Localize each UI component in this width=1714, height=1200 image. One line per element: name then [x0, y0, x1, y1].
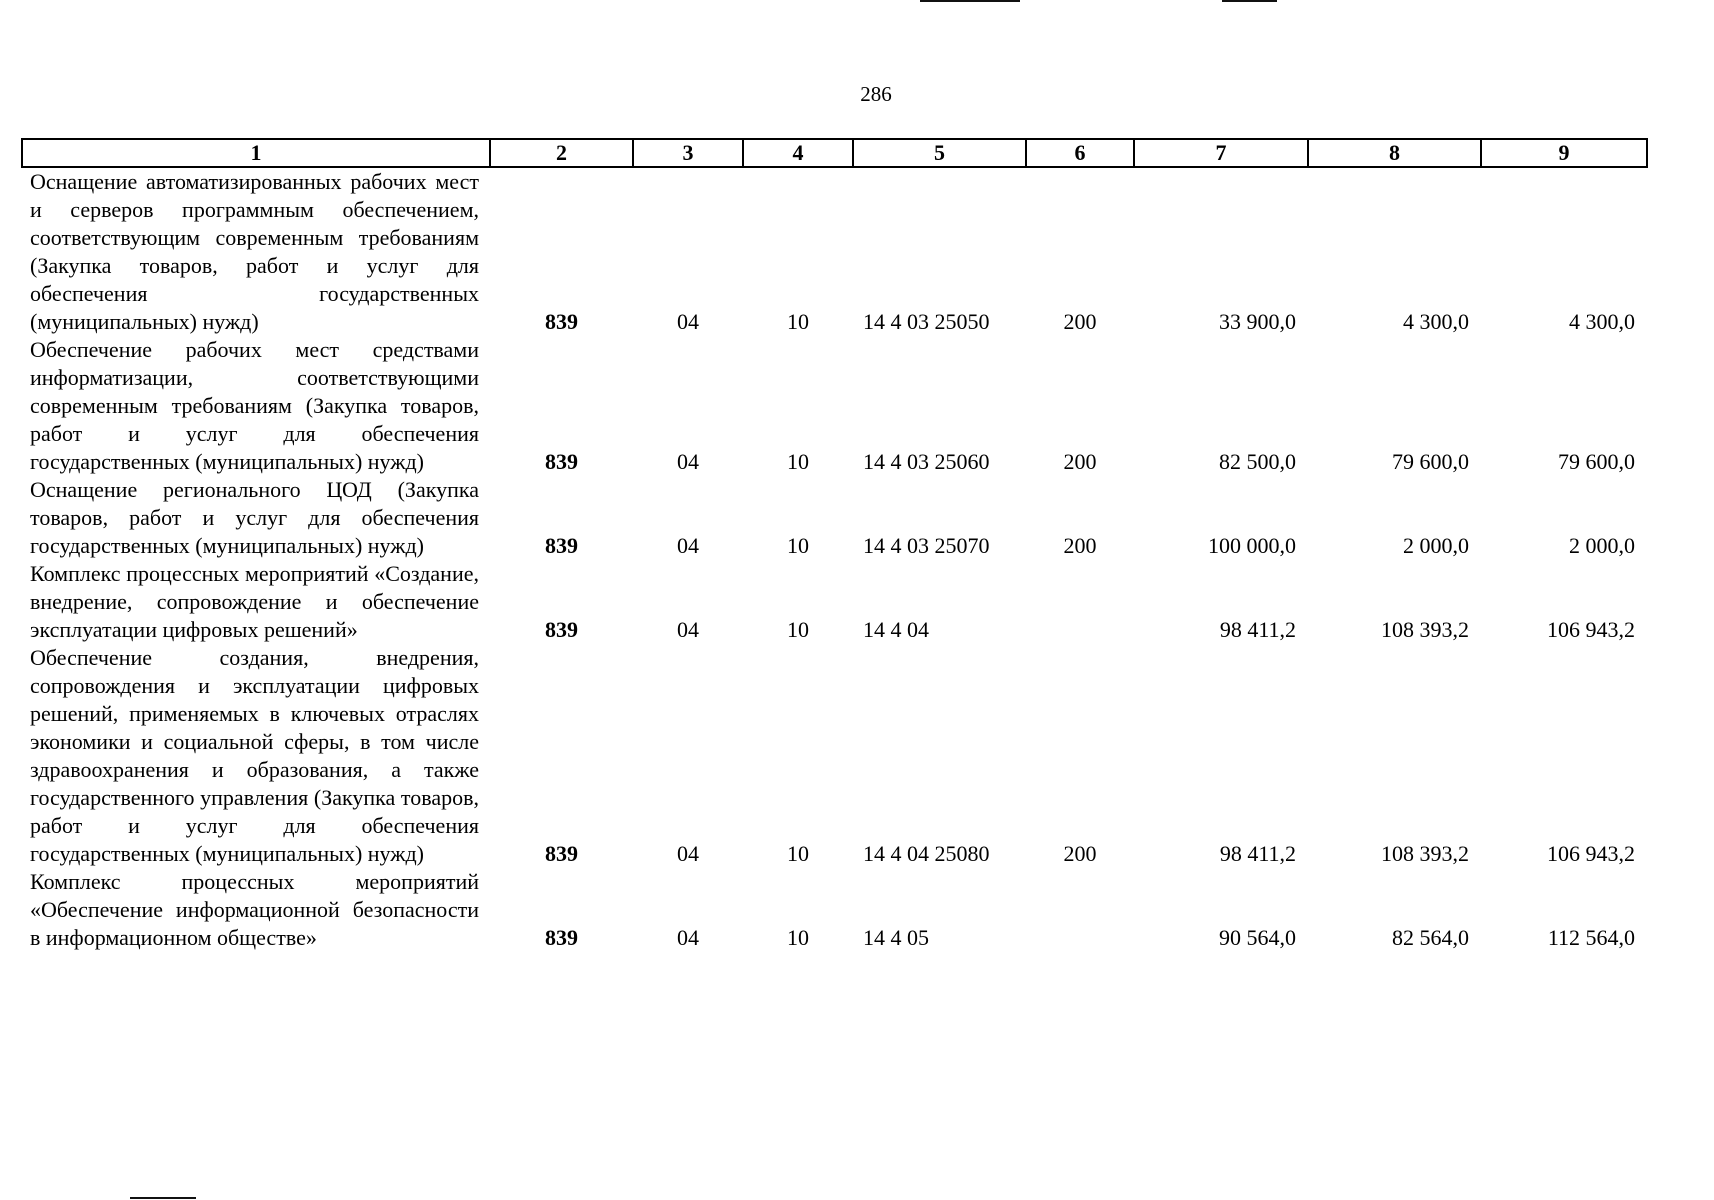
row-amount-col7: 98 411,2: [1219, 841, 1296, 866]
row-code-expense-type: 200: [1063, 449, 1097, 474]
row-code-target: 14 4 03 25050: [863, 309, 990, 334]
header-col-8: 8: [1308, 139, 1481, 167]
row-amount-col8: 4 300,0: [1403, 309, 1469, 334]
row-code-ministry: 839: [545, 309, 578, 334]
scan-mark-top-right: [1222, 0, 1277, 2]
table-row: [22, 476, 1647, 560]
row-code-subsection: 10: [787, 841, 809, 866]
row-code-target: 14 4 03 25060: [863, 449, 990, 474]
row-code-ministry: 839: [545, 449, 578, 474]
header-col-5: 5: [853, 139, 1026, 167]
header-col-4: 4: [743, 139, 853, 167]
row-code-subsection: 10: [787, 925, 809, 950]
header-col-7: 7: [1134, 139, 1308, 167]
row-description: Комплекс процессных мероприятий «Создание, внедрение, сопровождение и обеспечение эксплуатации цифровых решений»: [30, 561, 479, 642]
row-code-section: 04: [677, 309, 699, 334]
row-amount-col7: 82 500,0: [1219, 449, 1296, 474]
row-code-section: 04: [677, 617, 699, 642]
row-code-expense-type: 200: [1063, 309, 1097, 334]
row-code-expense-type: 200: [1063, 841, 1097, 866]
row-code-expense-type: [1026, 868, 1134, 952]
row-amount-col7: 90 564,0: [1219, 925, 1296, 950]
row-description: Обеспечение создания, внедрения, сопровождения и эксплуатации цифровых решений, применяемых в ключевых отраслях экономики и социальной сферы, в том числе здравоохранения и образования, а также государственного управления (Закупка товаров, работ и услуг для обеспечения государственных (муниципальных) нужд): [30, 645, 479, 866]
row-code-ministry: 839: [545, 841, 578, 866]
row-code-expense-type: [1026, 560, 1134, 644]
header-col-1: 1: [22, 139, 490, 167]
row-code-subsection: 10: [787, 449, 809, 474]
row-code-section: 04: [677, 925, 699, 950]
header-col-3: 3: [633, 139, 743, 167]
row-code-ministry: 839: [545, 925, 578, 950]
row-code-subsection: 10: [787, 309, 809, 334]
row-amount-col7: 98 411,2: [1219, 617, 1296, 642]
row-description: Оснащение регионального ЦОД (Закупка товаров, работ и услуг для обеспечения государственных (муниципальных) нужд): [30, 477, 479, 558]
row-amount-col8: 2 000,0: [1403, 533, 1469, 558]
row-code-expense-type: 200: [1063, 533, 1097, 558]
scan-mark-top: [920, 0, 1020, 2]
row-amount-col9: 106 943,2: [1547, 617, 1635, 642]
row-amount-col9: 106 943,2: [1547, 841, 1635, 866]
header-col-6: 6: [1026, 139, 1134, 167]
row-amount-col8: 82 564,0: [1392, 925, 1469, 950]
row-amount-col7: 100 000,0: [1208, 533, 1296, 558]
row-code-subsection: 10: [787, 617, 809, 642]
row-amount-col9: 112 564,0: [1547, 925, 1635, 950]
page-number: 286: [860, 82, 892, 106]
table-row: [22, 336, 1647, 476]
row-code-section: 04: [677, 841, 699, 866]
scan-mark-bottom: [130, 1197, 196, 1199]
table-row: [22, 868, 1647, 952]
row-code-section: 04: [677, 533, 699, 558]
row-amount-col8: 79 600,0: [1392, 449, 1469, 474]
row-code-ministry: 839: [545, 617, 578, 642]
row-code-subsection: 10: [787, 533, 809, 558]
header-col-2: 2: [490, 139, 633, 167]
row-description: Комплекс процессных мероприятий «Обеспечение информационной безопасности в информационном обществе»: [30, 869, 479, 950]
row-amount-col9: 79 600,0: [1558, 449, 1635, 474]
row-code-target: 14 4 04: [863, 617, 929, 642]
table-row: [22, 644, 1647, 868]
row-amount-col7: 33 900,0: [1219, 309, 1296, 334]
row-code-target: 14 4 03 25070: [863, 533, 990, 558]
table-row: [22, 560, 1647, 644]
budget-table: [21, 138, 1648, 952]
row-amount-col8: 108 393,2: [1381, 841, 1469, 866]
row-amount-col9: 2 000,0: [1569, 533, 1635, 558]
row-amount-col8: 108 393,2: [1381, 617, 1469, 642]
header-row: [22, 139, 1647, 167]
row-description: Обеспечение рабочих мест средствами информатизации, соответствующими современным требованиям (Закупка товаров, работ и услуг для обеспечения государственных (муниципальных) нужд): [30, 337, 479, 474]
row-description: Оснащение автоматизированных рабочих мест и серверов программным обеспечением, соответствующим современным требованиям (Закупка товаров, работ и услуг для обеспечения государственных (муниципальных) нужд): [30, 169, 479, 334]
row-amount-col9: 4 300,0: [1569, 309, 1635, 334]
header-col-9: 9: [1481, 139, 1647, 167]
row-code-section: 04: [677, 449, 699, 474]
row-code-target: 14 4 05: [863, 925, 929, 950]
table-row: [22, 167, 1647, 336]
row-code-target: 14 4 04 25080: [863, 841, 990, 866]
row-code-ministry: 839: [545, 533, 578, 558]
